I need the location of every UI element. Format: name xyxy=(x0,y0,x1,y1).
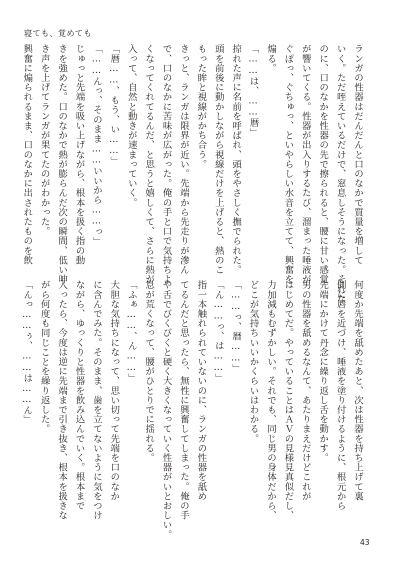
text-block-top: ランガの性器はだんだんと口のなかで質量を増して いく。ただ咥えているだけで、窓息しそうになった。それな のに、口のなかを性器の先で擦られると、腰に甘い感覚 が響いてくる。性器が出入りするたび、溜まった唾液が ぐぽっ、ぐちゅっ、といやらしい水音を立てて、興奮を 煽る。 「……は、……暦」 掠れた声に名前を呼ばれ、頭をやさしく撫でられた。 頭を前後に動かしながら視線だけを上げると、熱のこ もった眸と視線がかち合う。 きっと、ランガは限界が近い。先端から先走りが滲ん で、口のなかに苦味が広がった。俺の手と口で気持ちよ くなってくれてるんだ、と思うと嬉しくて、さらに熱が 入って、自然と動きが速まっていく。 「暦……、もう、い……」 「……んっ、そのまま……いいから……っ」 じゅっと先端を吸い上げながら、根本を扱く指の動 きを強めた。口のなかで熱が膨らんだ次の瞬間、低い呻 き声を上げてランガが果てたのがわかった。 興奮に煽られるまま、口のなかに出されたものを飲 xyxy=(21,44,363,304)
page-number: 43 xyxy=(360,538,370,547)
running-head: 寝ても、覚めても xyxy=(24,29,92,38)
text-block-bottom: 何度か先端を舐めたあと、次は性器を持ち上げて裏 側に唇を近づけ、唾液を塗り付けるように、根元から 先端にかけて丹念に繰り返し舌を動かす。 男の性器を舐めるなんて、あたりまえだけどこれが はじめてだ。やっていることはＡＶの見様見真似だし、 力加減もむずかしい。それでも、同じ男の身体だから、 どこが気持ちいいかくらいはわかる。 「……っ、暦……」 「ん……っ、は……」 指一本触れられていないのに、ランガの性器を舐め てるんだと思ったら、無性に興奮してしまった。俺の手 や舌でびくびくと硬く大きくなっていく性器がいとおしい。 息が荒くなって、腰がひとりでに揺れる。 「ふぁ……、ん……」 大胆な気持ちになって、思い切って先端を口のなか に含んでみた。そのまま、歯を立てないように気をつけ ながら、ゆっくりと性器を飲み込んでいく。根本まで 入ったら、今度は逆に先端まで引き抜き、根本を扱きな がら何度も同じことを繰り返した。 「んっ……ぅ、……は……ん」 xyxy=(21,280,363,540)
